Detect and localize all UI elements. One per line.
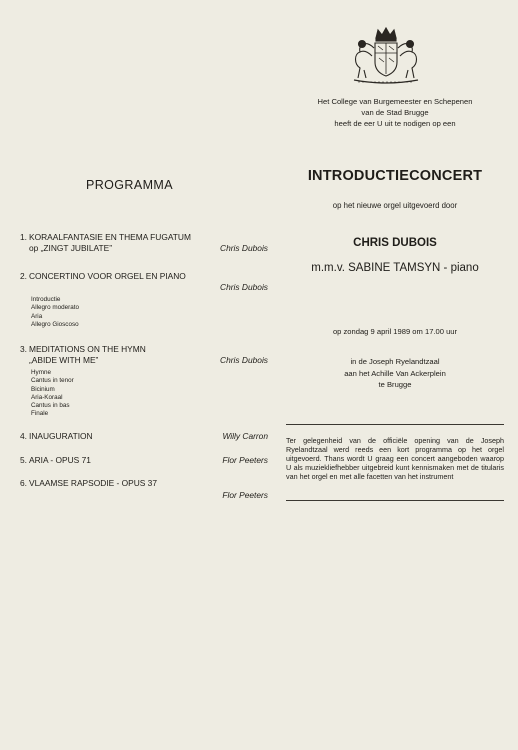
program-item — [20, 232, 268, 254]
venue-line: in de Joseph Ryelandtzaal — [350, 357, 440, 366]
item-composer: Chris Dubois — [220, 355, 268, 365]
item-number: 5. — [20, 455, 27, 465]
item-composer: Flor Peeters — [222, 455, 268, 465]
item-subtitle: op „ZINGT JUBILATE” — [29, 243, 112, 253]
venue-line: aan het Achille Van Ackerplein — [344, 368, 446, 378]
item-number: 1. — [20, 232, 27, 242]
program-item — [20, 431, 268, 442]
concert-title: INTRODUCTIECONCERT — [307, 168, 483, 184]
divider — [286, 424, 504, 425]
program-item — [20, 344, 268, 366]
coat-of-arms-icon — [344, 26, 428, 86]
performer-name: CHRIS DUBOIS — [353, 237, 437, 249]
item-number: 4. — [20, 431, 27, 441]
item-composer: Willy Carron — [222, 431, 268, 441]
invitation-line: Het College van Burgemeester en Schepenen — [317, 97, 473, 106]
item-title: CONCERTINO VOOR ORGEL EN PIANO — [29, 271, 186, 281]
item-number: 6. — [20, 478, 27, 488]
item-title: INAUGURATION — [29, 431, 93, 441]
movement: Aria — [31, 312, 43, 320]
invitation-text — [282, 96, 508, 129]
movement: Cantus in bas — [31, 402, 70, 410]
concert-subtitle: op het nieuwe orgel uitgevoerd door — [332, 201, 458, 210]
movement: Finale — [31, 410, 49, 418]
movement: Aria-Koraal — [31, 393, 63, 401]
venue-line: te Brugge — [378, 380, 412, 389]
item-title: MEDITATIONS ON THE HYMN — [29, 344, 146, 354]
movement: Hymne — [31, 369, 51, 376]
item-composer: Chris Dubois — [220, 282, 268, 292]
movement: Allegro moderato — [31, 304, 79, 312]
program-item — [20, 455, 268, 466]
program-heading: PROGRAMMA — [86, 178, 173, 192]
divider — [286, 500, 504, 501]
item-composer: Chris Dubois — [220, 243, 268, 253]
invitation-line: heeft de eer U uit te nodigen op een — [334, 119, 456, 128]
venue-block — [282, 356, 508, 391]
invitation-line: van de Stad Brugge — [361, 108, 429, 117]
item-title: ARIA - OPUS 71 — [29, 455, 91, 465]
note-paragraph: Ter gelegenheid van de officiële opening van de Joseph Ryelandtzaal werd reeds een kort programma op het orgel uitgevoerd. Thans wordt U graag een concert aangeboden waarop U als muziekliefhebber uitgebreid kunt kennismaken met de titularis van het orgel en met alle facetten van het instrument — [286, 436, 504, 481]
item-title: VLAAMSE RAPSODIE - OPUS 37 — [29, 478, 157, 488]
program-item — [20, 478, 268, 500]
movement-list — [31, 296, 79, 329]
item-number: 3. — [20, 344, 27, 354]
movement: Bicinium — [31, 385, 55, 393]
concert-date: op zondag 9 april 1989 om 17.00 uur — [332, 327, 458, 336]
item-subtitle: „ABIDE WITH ME” — [29, 355, 99, 365]
item-title: KORAALFANTASIE EN THEMA FUGATUM — [29, 232, 191, 242]
movement: Allegro Gioscoso — [31, 320, 79, 328]
item-number: 2. — [20, 271, 27, 281]
movement: Introductie — [31, 296, 61, 303]
item-composer: Flor Peeters — [222, 490, 268, 500]
guest-performer: m.m.v. SABINE TAMSYN - piano — [311, 262, 479, 274]
movement-list — [31, 369, 74, 419]
program-item — [20, 271, 268, 292]
movement: Cantus in tenor — [31, 377, 74, 385]
